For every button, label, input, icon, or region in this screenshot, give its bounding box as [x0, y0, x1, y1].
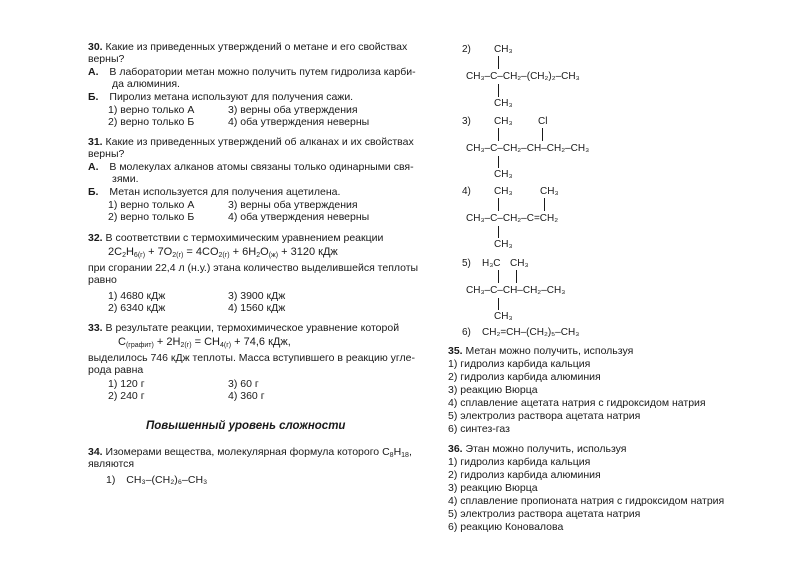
- q32-eq-part: O: [260, 246, 269, 258]
- q33-eq-part: = CH: [191, 336, 220, 348]
- q36-option-3[interactable]: 3) реакцию Вюрца: [448, 482, 538, 494]
- struct-3-bottom-group: CH₃: [494, 169, 513, 180]
- q34-text-part: H: [393, 446, 402, 458]
- q32-eq-sub: (ж): [268, 252, 279, 259]
- q35-option-1[interactable]: 1) гидролиз карбида кальция: [448, 358, 591, 370]
- q35-option-4[interactable]: 4) сплавление ацетата натрия с гидроксидом натрия: [448, 397, 706, 409]
- struct-5-bottom-group: CH₃: [494, 311, 513, 322]
- q31-stem: [88, 136, 414, 148]
- q32-number: 32.: [88, 232, 103, 244]
- q35-option-6[interactable]: 6) синтез-газ: [448, 423, 510, 435]
- q34-option-1-formula: CH₃–(CH₂)₆–CH₃: [126, 474, 208, 486]
- q31-a-text2: зями.: [112, 173, 139, 185]
- q36-option-1[interactable]: 1) гидролиз карбида кальция: [448, 456, 591, 468]
- q32-eq-sub: 2(г): [172, 252, 184, 259]
- q36-number: 36.: [448, 443, 463, 455]
- q32-equation: [108, 246, 338, 258]
- q32-eq-part: + 6H: [229, 246, 257, 258]
- struct-3-main-chain: CH₃–C–CH₂–CH–CH₂–CH₃: [466, 143, 590, 154]
- q31-option-3[interactable]: 3) верны оба утверждения: [228, 199, 358, 211]
- q36-text: Этан можно получить, используя: [465, 443, 627, 455]
- struct-3-bond-bottom: [498, 156, 499, 168]
- q30-option-1[interactable]: 1) верно только А: [108, 104, 195, 116]
- struct-3-label[interactable]: 3): [462, 116, 471, 127]
- q32-stem: [88, 232, 383, 244]
- q32-text-line3: равно: [88, 274, 117, 286]
- q31-a-label: А.: [88, 161, 99, 173]
- q35-text: Метан можно получить, используя: [465, 345, 634, 357]
- q36-stem: [448, 443, 627, 455]
- q33-eq-sub: 2(г): [180, 342, 192, 349]
- q30-statement-a: [88, 66, 416, 78]
- q31-number: 31.: [88, 136, 103, 148]
- struct-2-bottom-group: CH₃: [494, 98, 513, 109]
- q31-statement-b: [88, 186, 340, 198]
- q32-eq-sub: 2: [122, 252, 126, 259]
- q32-option-4[interactable]: 4) 1560 кДж: [228, 302, 286, 314]
- q34-number: 34.: [88, 446, 103, 458]
- q32-eq-sub: 6(г): [133, 252, 146, 259]
- q30-option-3[interactable]: 3) верны оба утверждения: [228, 104, 358, 116]
- q33-option-3[interactable]: 3) 60 г: [228, 378, 259, 390]
- q32-eq-part: 2C: [108, 246, 123, 258]
- struct-4-label[interactable]: 4): [462, 186, 471, 197]
- q32-eq-part: + 7O: [145, 246, 173, 258]
- q34-option-1[interactable]: [106, 474, 207, 486]
- q32-eq-part: + 3120 кДж: [278, 246, 338, 258]
- q31-b-text: Метан используется для получения ацетилена.: [109, 186, 341, 198]
- struct-4-top-group-1: CH₃: [494, 186, 513, 197]
- q31-a-text1: В молекулах алканов атомы связаны только одинарными свя-: [109, 161, 414, 173]
- q32-eq-sub: 2: [256, 252, 261, 259]
- q30-text-line2: верны?: [88, 53, 125, 65]
- struct-2-top-group: CH₃: [494, 44, 513, 55]
- q33-eq-part: + 74,6 кДж,: [231, 336, 291, 348]
- q31-statement-a: [88, 161, 414, 173]
- struct-4-main-chain: CH₃–C–CH₂–C=CH₂: [466, 213, 559, 224]
- struct-5-top-group-1: H₃C: [482, 258, 501, 269]
- q35-option-5[interactable]: 5) электролиз раствора ацетата натрия: [448, 410, 641, 422]
- q33-text-line2: выделилось 746 кДж теплоты. Масса вступившего в реакцию угле-: [88, 352, 415, 364]
- q36-option-4[interactable]: 4) сплавление пропионата натрия с гидроксидом натрия: [448, 495, 725, 507]
- q36-option-5[interactable]: 5) электролиз раствора ацетата натрия: [448, 508, 641, 520]
- struct-5-bond-top-1: [498, 270, 499, 283]
- q30-option-4[interactable]: 4) оба утверждения неверны: [228, 116, 370, 128]
- struct-4-bottom-group: CH₃: [494, 239, 513, 250]
- q36-option-6[interactable]: 6) реакцию Коновалова: [448, 521, 564, 533]
- q30-a-label: А.: [88, 66, 99, 78]
- q32-eq-sub: 2(г): [218, 252, 230, 259]
- q33-eq-sub: (графит): [125, 342, 154, 349]
- struct-6-formula: CH₂=CH–(CH₂)₅–CH₃: [482, 327, 580, 338]
- q32-option-3[interactable]: 3) 3900 кДж: [228, 290, 286, 302]
- q33-option-4[interactable]: 4) 360 г: [228, 390, 265, 402]
- q30-option-2[interactable]: 2) верно только Б: [108, 116, 195, 128]
- struct-3-bond-top-1: [498, 128, 499, 141]
- q33-option-2[interactable]: 2) 240 г: [108, 390, 145, 402]
- q34-text-part: Изомерами вещества, молекулярная формула которого C: [105, 446, 390, 458]
- struct-4-bond-bottom: [498, 226, 499, 238]
- q32-text-line2: при сгорании 22,4 л (н.у.) этана количество выделившейся теплоты: [88, 262, 419, 274]
- q30-stem: [88, 41, 407, 53]
- q31-text-line1: Какие из приведенных утверждений об алканах и их свойствах: [105, 136, 414, 148]
- q33-text-line1: В результате реакции, термохимическое уравнение которой: [105, 322, 400, 334]
- struct-3-top-group-2: Cl: [538, 116, 548, 127]
- struct-5-bond-top-2: [516, 270, 517, 283]
- q33-stem: [88, 322, 399, 334]
- q34-text-sub: 8: [389, 452, 394, 459]
- struct-2-main-chain: CH₃–C–CH₂–(CH₂)₂–CH₃: [466, 71, 580, 82]
- struct-5-bond-bottom: [498, 298, 499, 310]
- q32-eq-part: = 4CO: [183, 246, 219, 258]
- q30-text-line1: Какие из приведенных утверждений о метане и его свойствах: [105, 41, 408, 53]
- q30-statement-b: [88, 91, 353, 103]
- q31-option-2[interactable]: 2) верно только Б: [108, 211, 195, 223]
- q34-text-sub: 18: [401, 452, 409, 459]
- q34-option-1-label: 1): [106, 474, 116, 486]
- q30-b-text: Пиролиз метана используют для получения сажи.: [109, 91, 354, 103]
- q31-option-4[interactable]: 4) оба утверждения неверны: [228, 211, 370, 223]
- q35-option-2[interactable]: 2) гидролиз карбида алюминия: [448, 371, 601, 383]
- q30-a-text2: да алюминия.: [112, 78, 180, 90]
- q34-text-line2: являются: [88, 458, 135, 470]
- q30-a-text1: В лаборатории метан можно получить путем гидролиза карби-: [109, 66, 416, 78]
- q34-stem: [88, 446, 412, 458]
- struct-2-label[interactable]: 2): [462, 44, 471, 55]
- q33-equation: [118, 336, 291, 348]
- struct-3-bond-top-2: [542, 128, 543, 141]
- struct-5-label[interactable]: 5): [462, 258, 471, 269]
- q31-text-line2: верны?: [88, 148, 125, 160]
- q33-eq-part: C: [118, 336, 126, 348]
- q32-eq-part: H: [125, 246, 134, 258]
- q35-option-3[interactable]: 3) реакцию Вюрца: [448, 384, 538, 396]
- struct-5-top-group-2: CH₃: [510, 258, 529, 269]
- struct-4-bond-top-1: [498, 198, 499, 211]
- q34-text-part: ,: [408, 446, 412, 458]
- q31-b-label: Б.: [88, 186, 99, 198]
- q33-text-line3: рода равна: [88, 364, 144, 376]
- section-title: Повышенный уровень сложности: [146, 420, 346, 432]
- q35-stem: [448, 345, 633, 357]
- struct-2-bond-top: [498, 56, 499, 69]
- q32-text-line1: В соответствии с термохимическим уравнением реакции: [105, 232, 384, 244]
- q33-eq-part: + 2H: [153, 336, 181, 348]
- q30-number: 30.: [88, 41, 103, 53]
- q33-option-1[interactable]: 1) 120 г: [108, 378, 145, 390]
- q35-number: 35.: [448, 345, 463, 357]
- q33-eq-sub: 4(г): [220, 342, 232, 349]
- struct-5-main-chain: CH₃–C–CH–CH₂–CH₃: [466, 285, 566, 296]
- struct-4-bond-top-2: [544, 198, 545, 211]
- q30-b-label: Б.: [88, 91, 99, 103]
- struct-3-top-group-1: CH₃: [494, 116, 513, 127]
- q32-option-2[interactable]: 2) 6340 кДж: [108, 302, 166, 314]
- q32-option-1[interactable]: 1) 4680 кДж: [108, 290, 166, 302]
- struct-6-label[interactable]: 6): [462, 327, 471, 338]
- struct-2-bond-bottom: [498, 84, 499, 97]
- q31-option-1[interactable]: 1) верно только А: [108, 199, 195, 211]
- q36-option-2[interactable]: 2) гидролиз карбида алюминия: [448, 469, 601, 481]
- struct-4-top-group-2: CH₃: [540, 186, 559, 197]
- q33-number: 33.: [88, 322, 103, 334]
